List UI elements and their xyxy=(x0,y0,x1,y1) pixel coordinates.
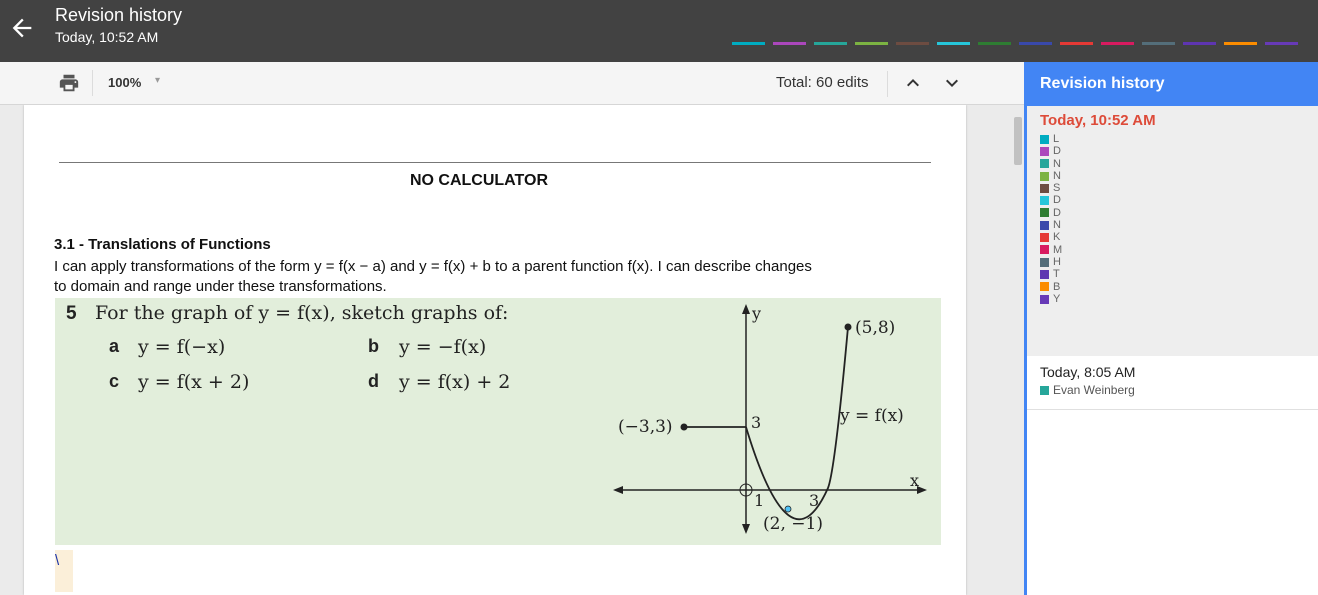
editor-color-bar xyxy=(814,42,847,45)
editor-initial: N xyxy=(1053,157,1061,170)
chevron-down-icon[interactable]: ▾ xyxy=(155,75,161,86)
revision-item[interactable] xyxy=(1027,356,1318,410)
editor-entry xyxy=(1040,256,1062,268)
editor-entry xyxy=(1040,170,1062,182)
editor-name: Evan Weinberg xyxy=(1053,383,1135,397)
editor-color-bar xyxy=(732,42,765,45)
part-a-label: a xyxy=(109,336,120,356)
editor-color-swatch xyxy=(1040,245,1049,254)
label-point-top: (5,8) xyxy=(855,318,896,338)
x-axis-arrow-left xyxy=(613,486,623,494)
top-bar xyxy=(0,0,1318,62)
part-c-label: c xyxy=(109,371,120,391)
label-y-tick: 3 xyxy=(751,413,762,432)
cursor-char: \ xyxy=(55,552,60,569)
editor-color-swatch xyxy=(1040,196,1049,205)
editor-color-swatch xyxy=(1040,184,1049,193)
toolbar xyxy=(0,62,1024,105)
toolbar-divider xyxy=(887,71,888,97)
document-page[interactable] xyxy=(24,105,966,595)
toolbar-divider xyxy=(92,70,93,96)
editor-list xyxy=(1040,133,1062,305)
editor-initial: D xyxy=(1053,194,1061,207)
section-title: 3.1 - Translations of Functions xyxy=(54,236,271,253)
editor-color-swatch xyxy=(1040,208,1049,217)
label-point-left: (−3,3) xyxy=(618,417,673,437)
y-axis-arrow-down xyxy=(742,524,750,534)
learning-target: I can apply transformations of the form y = f(x − a) and y = f(x) + b to a parent function f(x). I can describe changes to domain and range under these transformations. xyxy=(54,258,812,295)
editor-color-swatch xyxy=(1040,233,1049,242)
editor-initial: N xyxy=(1053,169,1061,182)
problem-prompt: For the graph of y = f(x), sketch graphs of: xyxy=(95,302,509,324)
editor-color-swatch xyxy=(1040,159,1049,168)
editor-entry xyxy=(1040,231,1062,243)
editor-initial: L xyxy=(1053,133,1060,145)
editor-initial: H xyxy=(1053,255,1061,268)
editor-color-swatch xyxy=(1040,258,1049,267)
x-axis-label: x xyxy=(910,471,920,490)
editor-color-bar xyxy=(1224,42,1257,45)
editor-color-swatch xyxy=(1040,270,1049,279)
editor-color-bar xyxy=(1060,42,1093,45)
editor-initial: M xyxy=(1053,243,1063,256)
editor-color-bar xyxy=(1142,42,1175,45)
part-b-expr: y = −f(x) xyxy=(399,336,487,358)
editor-color-bar xyxy=(937,42,970,45)
document-area[interactable] xyxy=(0,105,1024,595)
previous-edit-icon[interactable] xyxy=(901,71,925,95)
editor-color-swatch xyxy=(1040,135,1049,144)
label-x-tick-1: 1 xyxy=(754,491,765,510)
total-edits: Total: 60 edits xyxy=(776,74,869,91)
editor-color-bar xyxy=(773,42,806,45)
editor-entry xyxy=(1040,194,1062,206)
editor-initial: N xyxy=(1053,219,1061,232)
problem-image[interactable] xyxy=(55,298,941,545)
editor-color-swatch xyxy=(1040,386,1049,395)
back-arrow-icon[interactable] xyxy=(8,14,36,42)
label-point-min: (2, −1) xyxy=(763,514,823,534)
part-d-expr: y = f(x) + 2 xyxy=(399,371,511,393)
revision-time: Today, 10:52 AM xyxy=(55,29,159,45)
editor-entry xyxy=(1040,182,1062,194)
revision-item-selected[interactable] xyxy=(1027,106,1318,356)
editor-color-bar xyxy=(1265,42,1298,45)
editor-initial: D xyxy=(1053,145,1061,158)
revision-panel xyxy=(1024,106,1318,595)
part-d-label: d xyxy=(368,371,379,391)
editor-initial: T xyxy=(1053,268,1060,281)
editor-entry xyxy=(1040,207,1062,219)
zoom-select[interactable]: 100% xyxy=(108,75,142,90)
editor-entry xyxy=(1040,158,1062,170)
print-icon[interactable] xyxy=(56,72,82,94)
editor-entry xyxy=(1040,145,1062,157)
problem-number: 5 xyxy=(66,303,77,324)
editor-entry xyxy=(1040,281,1062,293)
page-title: Revision history xyxy=(55,5,183,25)
label-x-tick-3: 3 xyxy=(809,491,820,510)
editor-initial: S xyxy=(1053,182,1061,195)
point-top xyxy=(845,324,852,331)
y-axis-label: y xyxy=(752,304,762,323)
editor-color-bar xyxy=(855,42,888,45)
editor-color-swatch xyxy=(1040,147,1049,156)
part-c-expr: y = f(x + 2) xyxy=(138,371,250,393)
revision-time: Today, 10:52 AM xyxy=(1040,112,1156,129)
editor-color-swatch xyxy=(1040,221,1049,230)
editor-color-swatch xyxy=(1040,282,1049,291)
editor-color-bar xyxy=(978,42,1011,45)
editor-initial: Y xyxy=(1053,292,1061,305)
panel-header xyxy=(1024,62,1318,106)
no-calculator-heading: NO CALCULATOR xyxy=(409,172,549,189)
editor-entry xyxy=(1040,133,1062,145)
y-axis-arrow-up xyxy=(742,304,750,314)
point-left xyxy=(681,424,688,431)
next-edit-icon[interactable] xyxy=(940,71,964,95)
revision-time: Today, 8:05 AM xyxy=(1040,364,1136,380)
editor-entry xyxy=(1040,219,1062,231)
editor-color-bar xyxy=(1019,42,1052,45)
panel-title: Revision history xyxy=(1040,75,1165,92)
scrollbar-thumb[interactable] xyxy=(1014,117,1022,165)
editor-entry xyxy=(1040,293,1062,305)
editor-initial: K xyxy=(1053,231,1061,244)
editor-initial: B xyxy=(1053,280,1061,293)
point-min xyxy=(785,506,791,512)
revision-editor xyxy=(1040,383,1135,397)
editor-color-bar xyxy=(1183,42,1216,45)
editor-initial: D xyxy=(1053,206,1061,219)
editor-color-swatch xyxy=(1040,172,1049,181)
editor-color-swatch xyxy=(1040,295,1049,304)
editor-color-bar xyxy=(1101,42,1134,45)
editor-color-bar xyxy=(896,42,929,45)
editor-entry xyxy=(1040,268,1062,280)
horizontal-rule xyxy=(59,162,931,163)
part-a-expr: y = f(−x) xyxy=(138,336,226,358)
editor-entry xyxy=(1040,244,1062,256)
part-b-label: b xyxy=(368,336,379,356)
label-curve: y = f(x) xyxy=(840,406,904,426)
